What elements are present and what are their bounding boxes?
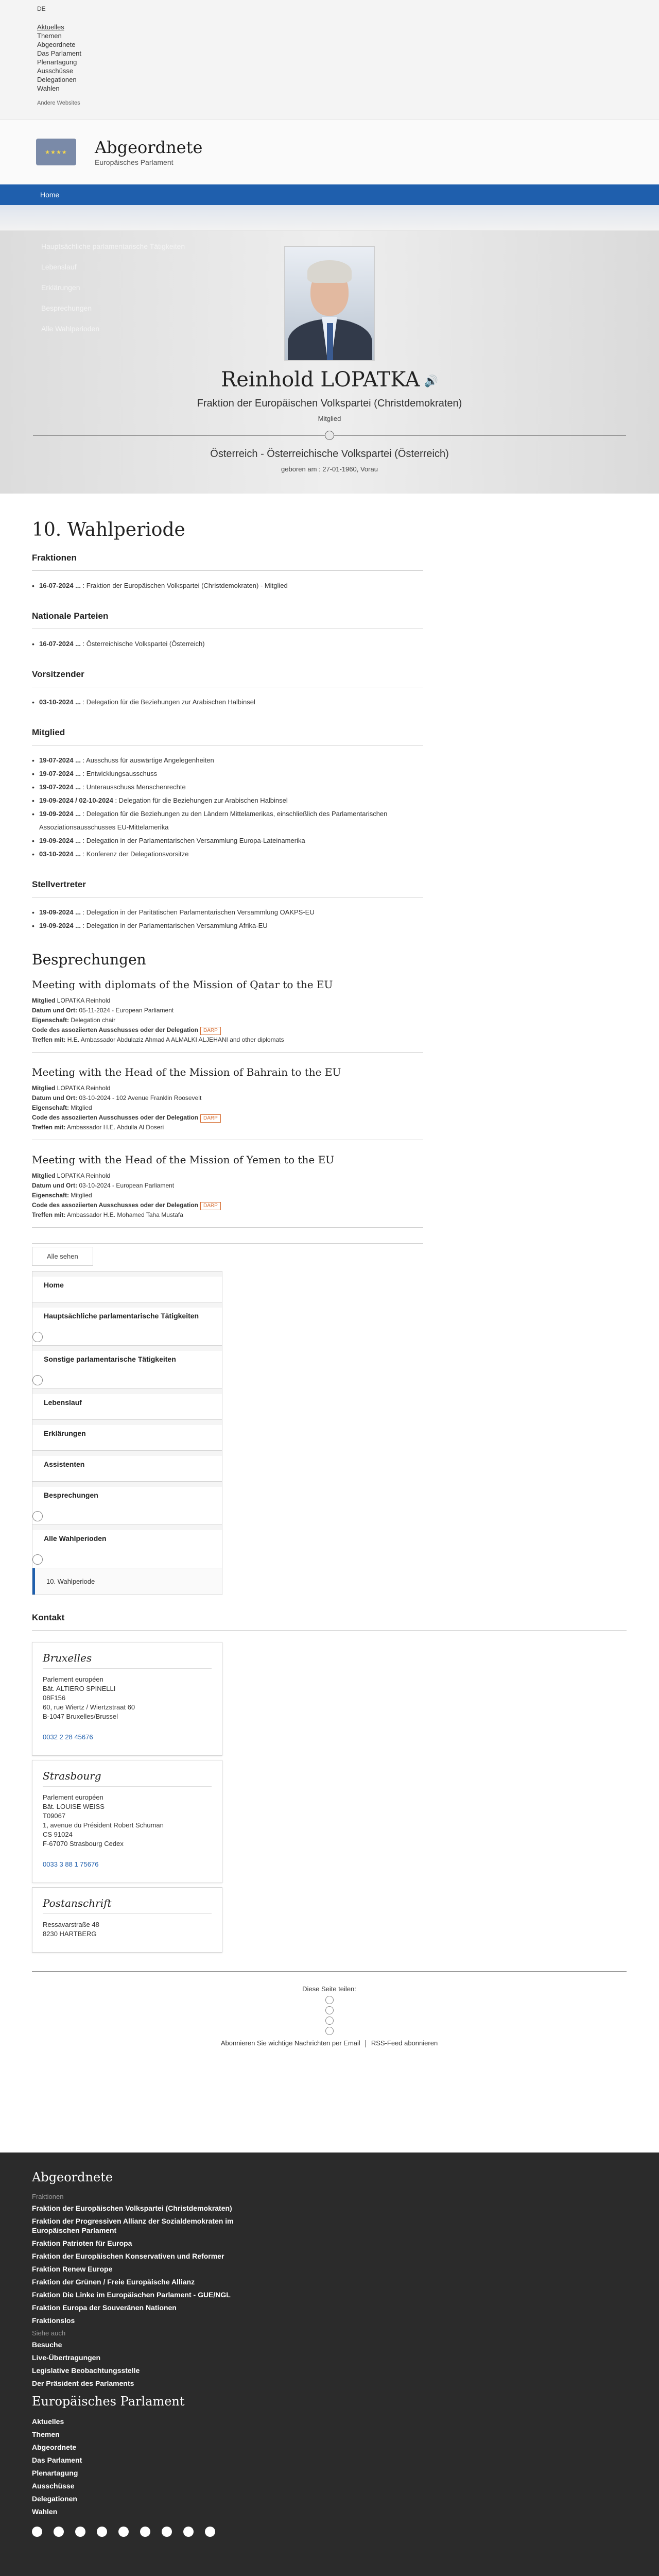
linkedin-icon[interactable] bbox=[97, 2527, 107, 2537]
mep-name: Reinhold LOPATKA 🔊 bbox=[221, 368, 438, 392]
expand-icon[interactable] bbox=[32, 1375, 43, 1385]
list-item: • 19-07-2024 ... : Entwicklungsausschuss bbox=[32, 767, 423, 781]
pinterest-icon[interactable] bbox=[162, 2527, 172, 2537]
menu-item-wahlen[interactable]: Wahlen bbox=[37, 84, 60, 92]
footer-ep-link[interactable]: Wahlen bbox=[32, 2507, 58, 2516]
menu-item-aktuelles[interactable]: Aktuelles bbox=[37, 23, 64, 31]
main-menu bbox=[37, 23, 622, 93]
mep-side-menu bbox=[32, 1271, 222, 1595]
share-twitter-icon[interactable] bbox=[325, 2006, 334, 2014]
site-subtitle: Europäisches Parlament bbox=[95, 158, 174, 166]
footer-see-also-link[interactable]: Legislative Beobachtungsstelle bbox=[32, 2366, 140, 2375]
phone-link[interactable]: 0032 2 28 45676 bbox=[43, 1733, 93, 1741]
footer-group-link[interactable]: Fraktion Renew Europe bbox=[32, 2265, 113, 2273]
footer-see-also-link[interactable]: Besuche bbox=[32, 2341, 62, 2349]
speaker-icon[interactable]: 🔊 bbox=[424, 375, 438, 388]
address-card-strasbourg: Strasbourg Parlement européen Bât. LOUISE WEISS T09067 1, avenue du Président Robert Schuman CS 91024 F-67070 Strasbourg Cedex 0033 3 88 1 75676 bbox=[32, 1760, 222, 1883]
political-group: Fraktion der Europäischen Volkspartei (Christdemokraten) bbox=[197, 398, 462, 409]
footer-group-link[interactable]: Fraktion der Europäischen Konservativen und Reformer bbox=[32, 2252, 224, 2260]
menu-item-parlament[interactable]: Das Parlament bbox=[37, 49, 81, 57]
meeting-item: Meeting with the Head of the Mission of Yemen to the EU Mitglied LOPATKA Reinhold Datum und Ort: 03-10-2024 - European Parliament Eigenschaft: Mitglied Code des assoziierten Ausschusses oder der Delegation DARP Treffen mit: Ambassador H.E. Mohamed Taha Mustafa bbox=[32, 1154, 423, 1228]
newsletter-link[interactable]: Abonnieren Sie wichtige Nachrichten per Email bbox=[220, 2039, 360, 2047]
share-label: Diese Seite teilen: bbox=[302, 1985, 356, 1993]
side-menu-meetings[interactable]: Besprechungen bbox=[32, 1482, 222, 1525]
section-vorsitzender: Vorsitzender • 03-10-2024 ... : Delegation für die Beziehungen zur Arabischen Halbinsel bbox=[32, 669, 423, 709]
footer-group-link[interactable]: Fraktion der Grünen / Freie Europäische Allianz bbox=[32, 2278, 195, 2286]
footer-ep-link[interactable]: Aktuelles bbox=[32, 2417, 64, 2426]
list-item: • 19-09-2024 ... : Delegation für die Beziehungen zu den Ländern Mittelamerikas, einschließlich des Parlamentarischen Assoziationsausschusses EU-Mittelamerika bbox=[32, 807, 423, 834]
mep-profile-header bbox=[0, 230, 659, 494]
header-shadow bbox=[0, 205, 659, 230]
contact-title: Kontakt bbox=[32, 1613, 627, 1631]
list-item: • 03-10-2024 ... : Konferenz der Delegationsvorsitze bbox=[32, 848, 423, 861]
list-item: • 19-09-2024 / 02-10-2024 : Delegation für die Beziehungen zur Arabischen Halbinsel bbox=[32, 794, 423, 807]
footer-ep-link[interactable]: Themen bbox=[32, 2430, 60, 2438]
menu-item-themen[interactable]: Themen bbox=[37, 32, 62, 40]
footer-group-link[interactable]: Fraktionslos bbox=[32, 2316, 75, 2325]
see-all-button[interactable]: Alle sehen bbox=[32, 1247, 93, 1266]
footer-group-link[interactable]: Fraktion der Europäischen Volkspartei (Christdemokraten) bbox=[32, 2204, 232, 2212]
side-menu-declarations[interactable]: Erklärungen bbox=[32, 1420, 222, 1451]
snapchat-icon[interactable] bbox=[183, 2527, 194, 2537]
menu-item-abgeordnete[interactable]: Abgeordnete bbox=[37, 41, 76, 48]
meeting-item: Meeting with the Head of the Mission of Bahrain to the EU Mitglied LOPATKA Reinhold Datum und Ort: 03-10-2024 - 102 Avenue Franklin Roosevelt Eigenschaft: Mitglied Code des assoziierten Ausschusses oder der Delegation DARP Treffen mit: Ambassador H.E. Abdulla Al Doseri bbox=[32, 1066, 423, 1140]
site-title[interactable]: Abgeordnete bbox=[95, 138, 203, 157]
side-menu-home[interactable]: Home bbox=[32, 1272, 222, 1302]
share-facebook-icon[interactable] bbox=[325, 1996, 334, 2004]
mep-portrait bbox=[284, 246, 375, 361]
facebook-icon[interactable] bbox=[32, 2527, 42, 2537]
site-header bbox=[0, 120, 659, 184]
list-item: • 16-07-2024 ... : Österreichische Volkspartei (Österreich) bbox=[32, 637, 423, 651]
side-menu-other-activities[interactable]: Sonstige parlamentarische Tätigkeiten bbox=[32, 1346, 222, 1389]
footer-ep-title: Europäisches Parlament bbox=[32, 2394, 185, 2409]
list-item: • 19-07-2024 ... : Unterausschuss Menschenrechte bbox=[32, 781, 423, 794]
footer-see-also-link[interactable]: Live-Übertragungen bbox=[32, 2353, 101, 2362]
expand-icon[interactable] bbox=[32, 1511, 43, 1521]
expand-icon[interactable] bbox=[32, 1554, 43, 1565]
address-card-bruxelles: Bruxelles Parlement européen Bât. ALTIERO SPINELLI 08F156 60, rue Wiertz / Wiertzstraat 60 B-1047 Bruxelles/Brussel 0032 2 28 45676 bbox=[32, 1642, 222, 1756]
hidden-submenu: Hauptsächliche parlamentarische Tätigkeiten Lebenslauf Erklärungen Besprechungen Alle Wahlperioden bbox=[41, 242, 185, 333]
footer-see-also-link[interactable]: Der Präsident des Parlaments bbox=[32, 2379, 134, 2387]
meeting-title[interactable]: Meeting with the Head of the Mission of Bahrain to the EU bbox=[32, 1066, 341, 1078]
share-linkedin-icon[interactable] bbox=[325, 2016, 334, 2025]
share-section bbox=[32, 1971, 627, 2047]
footer: Abgeordnete Fraktionen Fraktion der Europäischen Volkspartei (Christdemokraten) Fraktion der Progressiven Allianz der Sozialdemokraten im Europäischen Parlament Fraktion Patrioten für Europa Fraktion der Europäischen Konservativen und Reformer Fraktion Renew Europe Fraktion der Grünen / Freie Europäische Allianz Fraktion Die Linke im Europäischen Parlament - GUE/NGL Fraktion Europa der Souveränen Nationen Fraktionslos Siehe auch Besuche Live-Übertragungen Legislative Beobachtungsstelle Der Präsident des Parlaments Europäisches Parlament Aktuelles Themen Abgeordnete Das Parlament Plenartagung Ausschüsse Delegationen Wahlen bbox=[0, 2153, 659, 2576]
ep-logo-icon[interactable]: ★★★★ bbox=[36, 139, 76, 165]
section-nationale-parteien: Nationale Parteien • 16-07-2024 ... : Österreichische Volkspartei (Österreich) bbox=[32, 611, 423, 651]
divider-circle-icon bbox=[325, 431, 334, 440]
flickr-icon[interactable] bbox=[75, 2527, 85, 2537]
expand-icon[interactable] bbox=[32, 1332, 43, 1342]
birth-info: geboren am : 27-01-1960, Vorau bbox=[281, 465, 378, 473]
mep-role: Mitglied bbox=[318, 415, 341, 422]
committee-code-badge[interactable]: DARP bbox=[200, 1202, 221, 1210]
national-party: Österreich - Österreichische Volkspartei (Österreich) bbox=[210, 448, 449, 460]
footer-group-link[interactable]: Fraktion der Progressiven Allianz der Sozialdemokraten im Europäischen Parlament bbox=[32, 2217, 234, 2234]
language-selector[interactable]: DE bbox=[37, 5, 46, 12]
contact-section bbox=[32, 1613, 426, 1953]
see-all-wrapper bbox=[32, 1243, 423, 1266]
section-stellvertreter: Stellvertreter • 19-09-2024 ... : Delegation in der Paritätischen Parlamentarischen Versammlung OAKPS-EU • 19-09-2024 ... : Delegation in der Parlamentarischen Versammlung Afrika-EU bbox=[32, 879, 423, 933]
section-fraktionen: Fraktionen • 16-07-2024 ... : Fraktion der Europäischen Volkspartei (Christdemokraten) - Mitglied bbox=[32, 553, 423, 592]
list-item: • 19-09-2024 ... : Delegation in der Parlamentarischen Versammlung Europa-Lateinamerika bbox=[32, 834, 423, 848]
footer-ep-link[interactable]: Abgeordnete bbox=[32, 2443, 77, 2451]
list-item: • 19-09-2024 ... : Delegation in der Paritätischen Parlamentarischen Versammlung OAKPS-EU bbox=[32, 906, 423, 919]
side-menu-main-activities[interactable]: Hauptsächliche parlamentarische Tätigkeiten bbox=[32, 1302, 222, 1346]
committee-code-badge[interactable]: DARP bbox=[200, 1027, 221, 1035]
share-email-icon[interactable] bbox=[325, 2027, 334, 2035]
footer-title: Abgeordnete bbox=[32, 2170, 113, 2184]
meeting-title[interactable]: Meeting with diplomats of the Mission of Qatar to the EU bbox=[32, 978, 333, 991]
social-links bbox=[32, 2527, 627, 2537]
footer-ep-link[interactable]: Ausschüsse bbox=[32, 2482, 75, 2490]
reddit-icon[interactable] bbox=[205, 2527, 215, 2537]
side-menu-cv[interactable]: Lebenslauf bbox=[32, 1389, 222, 1420]
top-navigation bbox=[0, 0, 659, 120]
menu-item-delegationen[interactable]: Delegationen bbox=[37, 76, 77, 83]
list-item: • 16-07-2024 ... : Fraktion der Europäischen Volkspartei (Christdemokraten) - Mitglied bbox=[32, 579, 423, 592]
other-websites-link[interactable]: Andere Websites bbox=[37, 100, 80, 106]
rss-link[interactable]: RSS-Feed abonnieren bbox=[371, 2039, 438, 2047]
side-menu-assistants[interactable]: Assistenten bbox=[32, 1451, 222, 1482]
footer-group-link[interactable]: Fraktion Patrioten für Europa bbox=[32, 2239, 132, 2247]
address-card-postal: Postanschrift Ressavarstraße 48 8230 HARTBERG bbox=[32, 1887, 222, 1953]
breadcrumb-home[interactable]: Home bbox=[40, 191, 60, 199]
youtube-icon[interactable] bbox=[118, 2527, 129, 2537]
side-menu-all-terms[interactable]: Alle Wahlperioden bbox=[32, 1525, 222, 1568]
main-content bbox=[0, 494, 458, 1953]
footer-ep-link[interactable]: Das Parlament bbox=[32, 2456, 82, 2464]
footer-ep-link[interactable]: Delegationen bbox=[32, 2495, 77, 2503]
phone-link[interactable]: 0033 3 88 1 75676 bbox=[43, 1860, 99, 1868]
section-mitglied: Mitglied • 19-07-2024 ... : Ausschuss für auswärtige Angelegenheiten • 19-07-2024 ... : Entwicklungsausschuss • 19-07-2024 ... : Unterausschuss Menschenrechte • 19-09-2024 / 02-10-2024 : Delegation für die Beziehungen zur Arabischen Halbinsel • 19-09-2024 ... : Delegation für die Beziehungen zu den Ländern Mittelamerikas, einschließlich des Parlamentarischen Assoziationsausschusses EU-Mittelamerika • 19-09-2024 ... : Delegation in der Parlamentarischen Versammlung Europa-Lateinamerika • 03-10-2024 ... : Konferenz der Delegationsvorsitze bbox=[32, 727, 423, 861]
list-item: • 19-09-2024 ... : Delegation in der Parlamentarischen Versammlung Afrika-EU bbox=[32, 919, 423, 933]
twitter-icon[interactable] bbox=[54, 2527, 64, 2537]
list-item: • 03-10-2024 ... : Delegation für die Beziehungen zur Arabischen Halbinsel bbox=[32, 696, 423, 709]
footer-group-link[interactable]: Fraktion Die Linke im Europäischen Parlament - GUE/NGL bbox=[32, 2291, 231, 2299]
divider bbox=[33, 431, 626, 441]
side-menu-current-term[interactable]: 10. Wahlperiode bbox=[32, 1568, 222, 1595]
list-item: • 19-07-2024 ... : Ausschuss für auswärtige Angelegenheiten bbox=[32, 754, 423, 767]
menu-item-ausschuesse[interactable]: Ausschüsse bbox=[37, 67, 74, 75]
meeting-item: Meeting with diplomats of the Mission of Qatar to the EU Mitglied LOPATKA Reinhold Datum und Ort: 05-11-2024 - European Parliament Eigenschaft: Delegation chair Code des assoziierten Ausschusses oder der Delegation DARP Treffen mit: H.E. Ambassador Abdulaziz Ahmad A ALMALKI ALJEHANI and other diplomats bbox=[32, 978, 423, 1053]
menu-item-plenartagung[interactable]: Plenartagung bbox=[37, 58, 77, 66]
instagram-icon[interactable] bbox=[140, 2527, 150, 2537]
breadcrumb-bar bbox=[0, 184, 659, 205]
footer-ep-link[interactable]: Plenartagung bbox=[32, 2469, 78, 2477]
footer-group-link[interactable]: Fraktion Europa der Souveränen Nationen bbox=[32, 2303, 177, 2312]
term-title: 10. Wahlperiode bbox=[32, 519, 185, 540]
committee-code-badge[interactable]: DARP bbox=[200, 1114, 221, 1123]
meeting-title[interactable]: Meeting with the Head of the Mission of Yemen to the EU bbox=[32, 1154, 335, 1166]
meetings-heading: Besprechungen bbox=[32, 951, 146, 968]
